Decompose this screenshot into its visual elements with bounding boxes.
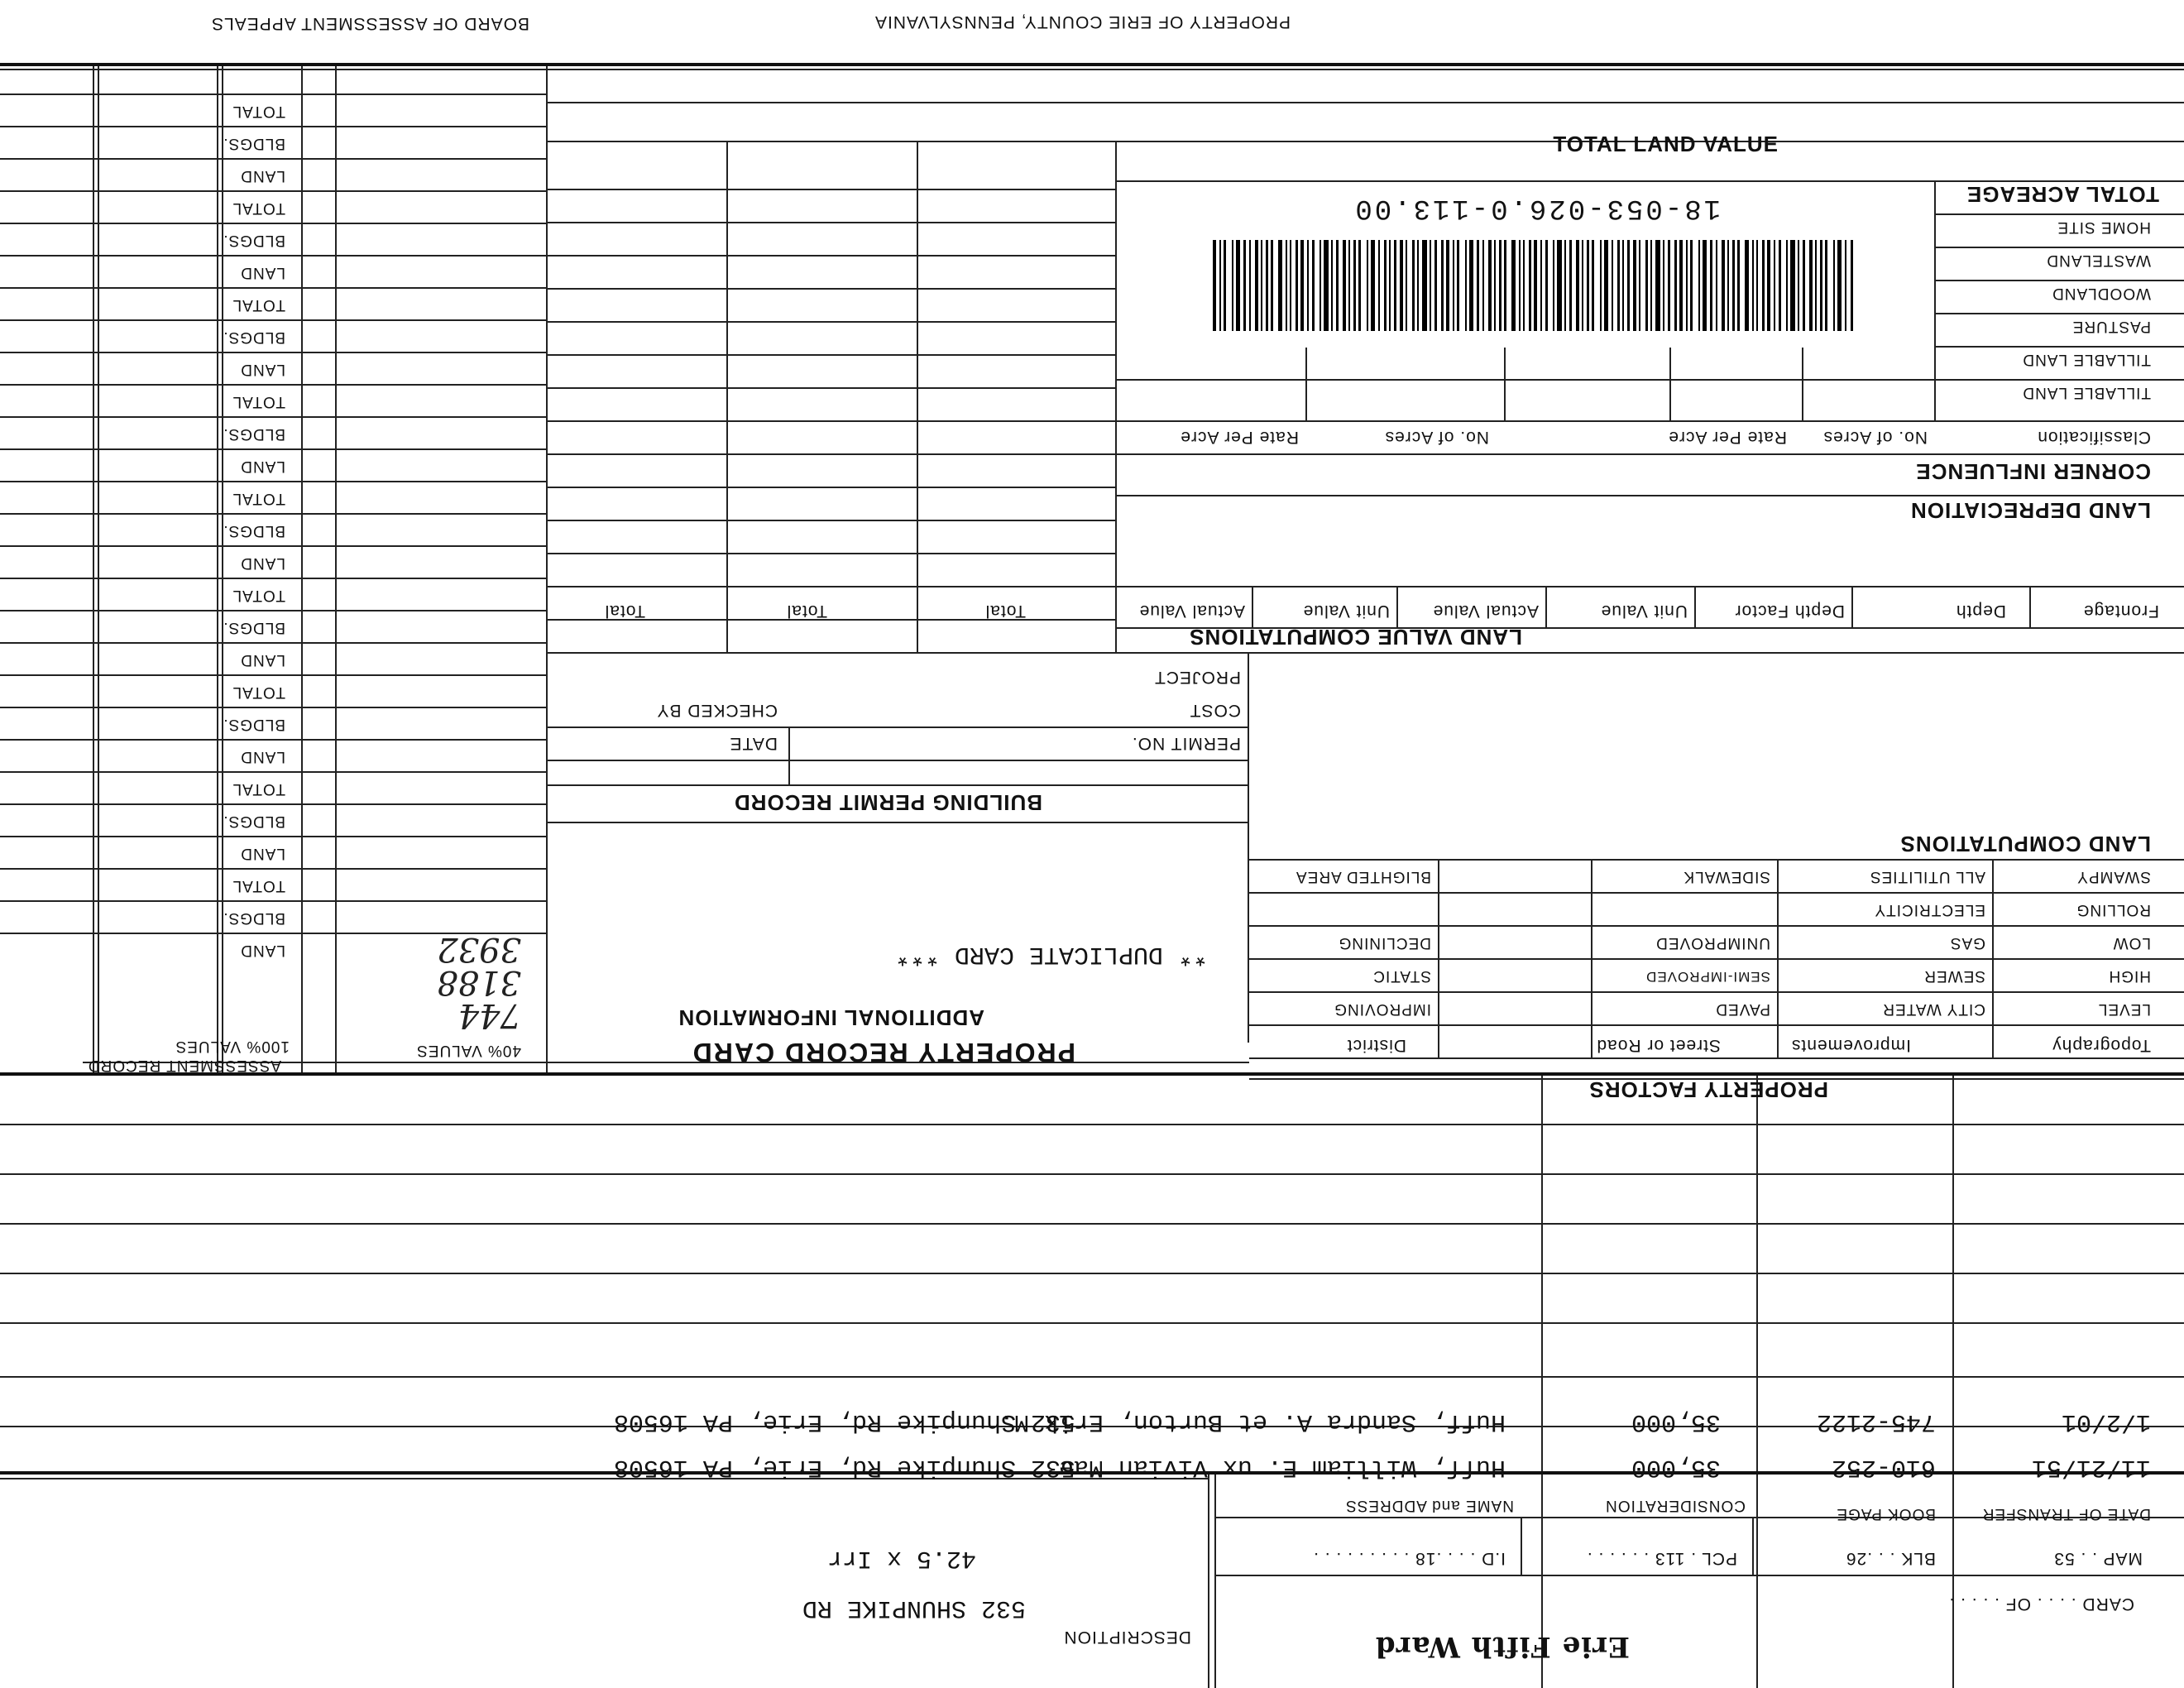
assessment-label-total: TOTAL [232, 490, 285, 507]
land-right-line-12 [548, 553, 1117, 554]
card-field: CARD . . . . OF . . . . . [1948, 1594, 2134, 1614]
lc-all-utilities: ALL UTILITIES [1869, 868, 1985, 885]
acreage-row-5 [1936, 346, 2184, 348]
land-col-1 [1115, 142, 1117, 654]
lc-declining: DECLINING [1338, 934, 1431, 952]
land-section-bottom [548, 652, 2184, 654]
assessment-row-line [0, 900, 548, 902]
pf-improvements: Improvements [1790, 1036, 1911, 1055]
transfer-line-2 [0, 1173, 2184, 1175]
transfer-book-header: BOOK PAGE [1836, 1505, 1936, 1523]
assessment-label-bldgs: BLDGS. [223, 522, 285, 539]
assessment-row-line [0, 545, 548, 547]
assessment-row-line [0, 481, 548, 482]
corner-influence-label: CORNER INFLUENCE [1915, 459, 2151, 484]
assessment-row-line [0, 319, 548, 321]
permit-line-2 [548, 760, 1249, 761]
permit-date: DATE [729, 734, 778, 753]
assessment-row-line [0, 287, 548, 289]
divider-100b [93, 66, 94, 1076]
acreage-row-6 [1117, 379, 2184, 381]
acreage-row-woodland: WOODLAND [2052, 285, 2151, 302]
assessment-label-bldgs: BLDGS. [223, 619, 285, 636]
assessment-row-line [0, 255, 548, 257]
comp-col-5 [1396, 587, 1398, 629]
barcode-number: 18-053-026.0-113.00 [1353, 192, 1721, 223]
assessment-row-line [0, 352, 548, 353]
assessment-row-line [0, 94, 548, 95]
acreage-row-1 [1936, 213, 2184, 215]
comp-frontage: Frontage [2082, 602, 2159, 621]
pf-street-road: Street or Road [1596, 1036, 1721, 1055]
lc-blighted-area: BLIGHTED AREA [1296, 868, 1431, 885]
permit-line-1 [548, 727, 1249, 728]
comp-col-3 [1694, 587, 1696, 629]
lc-sewer: SEWER [1923, 967, 1985, 985]
bottom-col-2 [1521, 1518, 1522, 1576]
assessment-row-line [0, 513, 548, 515]
transfer-1-address: 532 Shunpike Rd, Erie, PA 16508 [613, 1407, 1075, 1436]
comp-actual-value-2: Actual Value [1138, 602, 1245, 621]
assessment-row-line [0, 707, 548, 708]
lc-improving: IMPROVING [1334, 1000, 1431, 1018]
property-record-card-title: PROPERTY RECORD CARD [691, 1038, 1075, 1067]
land-right-line-8 [548, 420, 1117, 422]
transfer-name-header: NAME and ADDRESS [1345, 1497, 1514, 1514]
comp-actual-value-1: Actual Value [1432, 602, 1539, 621]
lc-row-4 [1249, 991, 2184, 993]
permit-mid-col [788, 728, 790, 786]
top-rule [0, 63, 2184, 66]
comp-col-2 [1851, 587, 1853, 629]
lc-col-2 [1777, 861, 1779, 1059]
assessment-label-land: LAND [240, 264, 285, 281]
assessment-label-land: LAND [240, 361, 285, 378]
duplicate-card: ** DUPLICATE CARD *** [894, 940, 1208, 968]
land-right-line-4 [548, 288, 1117, 290]
pf-district: District [1346, 1036, 1406, 1055]
assessment-label-land: LAND [240, 651, 285, 669]
transfer-line-4 [0, 1273, 2184, 1274]
additional-information-label: ADDITIONAL INFORMATION [678, 1005, 984, 1030]
lc-gas: GAS [1949, 934, 1985, 952]
pcl-field: PCL . 113 . . . . . . [1586, 1549, 1737, 1568]
land-right-line-2 [548, 222, 1117, 223]
permit-left-border [1248, 654, 1249, 1043]
acreage-row-pasture: PASTURE [2071, 318, 2151, 335]
assessment-label-bldgs: BLDGS. [223, 909, 285, 927]
transfer-line-3 [0, 1223, 2184, 1225]
assessment-label-land: LAND [240, 748, 285, 765]
transfer-2-date: 11/21/51 [2031, 1453, 2151, 1481]
lc-level: LEVEL [2097, 1000, 2151, 1018]
land-right-line-13 [548, 586, 1117, 587]
description-label: DESCRIPTION [1063, 1628, 1191, 1647]
assessment-row-line [0, 448, 548, 450]
lc-sidewalk: SIDEWALK [1683, 868, 1770, 885]
assessment-row-line [0, 739, 548, 741]
assessment-label-land: LAND [240, 554, 285, 572]
acreage-col-1 [1934, 182, 1936, 422]
acreage-row-tillable-1: TILLABLE LAND [2022, 351, 2151, 368]
permit-checked-by: CHECKED BY [656, 701, 778, 720]
board-label: BOARD OF ASSESSMENT APPEALS [211, 14, 529, 33]
land-col-2 [917, 142, 918, 654]
land-value-top [548, 102, 2184, 103]
comp-depth: Depth [1955, 602, 2006, 621]
transfer-2-name: Huff, William E. ux Vivian Mae [1058, 1453, 1506, 1481]
lc-high: HIGH [2108, 967, 2151, 985]
comp-total-2: Total [786, 602, 827, 621]
total-acreage-label: TOTAL ACREAGE [1966, 182, 2159, 207]
assessment-label-total: TOTAL [232, 393, 285, 410]
land-right-line-1 [548, 189, 1117, 190]
acreage-header-line [1117, 420, 2184, 422]
assessment-label-land: LAND [240, 167, 285, 185]
assessment-label-total: TOTAL [232, 877, 285, 894]
bottom-line [1216, 1575, 2184, 1576]
comp-unit-value-1: Unit Value [1600, 602, 1688, 621]
transfer-consideration-header: CONSIDERATION [1605, 1497, 1746, 1514]
lc-unimproved: UNIMPROVED [1655, 934, 1770, 952]
property-address: 532 SHUNPIKE RD [802, 1594, 1026, 1622]
comp-col-4 [1545, 587, 1547, 629]
land-col-3 [726, 142, 728, 654]
map-field: MAP . . 53 [2053, 1549, 2143, 1568]
hand-total-value: 3932 [437, 930, 521, 968]
land-value-line [548, 141, 2184, 142]
assessment-label-bldgs: BLDGS. [223, 328, 285, 346]
assessment-label-total: TOTAL [232, 296, 285, 314]
acreage-row-home-site: HOME SITE [2057, 218, 2151, 236]
assessment-row-line [0, 384, 548, 386]
land-right-line-7 [548, 387, 1117, 389]
acreage-row-4 [1936, 313, 2184, 314]
assessment-row-line [0, 803, 548, 805]
lc-row-6 [1249, 1057, 2184, 1059]
transfer-2-address: 532 Shunpike Rd, Erie, PA 16508 [613, 1453, 1075, 1481]
assessment-row-line [0, 836, 548, 837]
assessment-row-line [0, 126, 548, 127]
acreage-col-2 [1802, 348, 1803, 422]
lc-paved: PAVED [1715, 1000, 1770, 1018]
hand-land-value: 744 [457, 996, 521, 1034]
property-factors-label: PROPERTY FACTORS [1588, 1077, 1828, 1102]
land-right-line-6 [548, 354, 1117, 356]
permit-project: PROJECT [1153, 668, 1241, 687]
lc-row-3 [1249, 958, 2184, 960]
acres-label-1: No. of Acres [1822, 428, 1928, 447]
assessment-label-bldgs: BLDGS. [223, 232, 285, 249]
lc-col-1 [1992, 861, 1994, 1059]
transfer-col-2 [1756, 1076, 1758, 1688]
permit-line-4 [548, 822, 1249, 823]
description-border [1214, 1475, 1216, 1688]
transfer-date-header: DATE OF TRANSFER [1981, 1505, 2151, 1523]
lc-row-1 [1249, 892, 2184, 894]
comp-total-3: Total [604, 602, 645, 621]
lc-swampy: SWAMPY [2076, 868, 2151, 885]
transfer-line-6 [0, 1376, 2184, 1378]
lot-size: 42.5 x Irr [826, 1544, 976, 1572]
hand-bldgs-value: 3188 [437, 963, 521, 1001]
permit-line-3 [548, 784, 1249, 786]
land-right-line-5 [548, 321, 1117, 323]
assessment-label-bldgs: BLDGS. [223, 813, 285, 830]
transfer-line-1 [0, 1124, 2184, 1125]
transfer-2-consideration: 35,000 [1631, 1453, 1721, 1481]
assessment-label-total: TOTAL [232, 199, 285, 217]
assessment-row-line [0, 771, 548, 773]
top-rule-2 [0, 69, 2184, 70]
acreage-row-3 [1936, 280, 2184, 281]
transfer-1-book: 745-2122 [1816, 1407, 1936, 1436]
assessment-label-total: TOTAL [232, 780, 285, 798]
assessment-row-line [0, 578, 548, 579]
acreage-row-tillable-2: TILLABLE LAND [2022, 384, 2151, 401]
lc-city-water: CITY WATER [1882, 1000, 1985, 1018]
assessment-label-total: TOTAL [232, 103, 285, 120]
assessment-label-land: LAND [240, 942, 285, 959]
erie-fifth-ward: Erie Fifth Ward [1374, 1630, 1630, 1663]
building-permit-record-label: BUILDING PERMIT RECORD [734, 790, 1042, 815]
lc-row-2 [1249, 925, 2184, 927]
acreage-row-wasteland: WASTELAND [2046, 252, 2151, 269]
lc-col-3 [1591, 861, 1592, 1059]
comp-total-1: Total [984, 602, 1026, 621]
values-100-label: 100% VALUES [175, 1038, 290, 1055]
acres-label-2: No. of Acres [1384, 428, 1489, 447]
assessment-row-line [0, 190, 548, 192]
transfer-line-5 [0, 1322, 2184, 1324]
assessment-label-total: TOTAL [232, 587, 285, 604]
lc-row-0 [1249, 859, 2184, 861]
assessment-row-line [0, 416, 548, 418]
acreage-col-3 [1669, 348, 1671, 422]
id-field: I.D . . . .18 . . . . . . . . . [1313, 1549, 1506, 1568]
assessment-label-bldgs: BLDGS. [223, 425, 285, 443]
lc-static: STATIC [1372, 967, 1431, 985]
acreage-col-4 [1504, 348, 1506, 422]
transfer-2-book: 610-252 [1831, 1453, 1936, 1481]
assessment-label-land: LAND [240, 845, 285, 862]
lc-row-5 [1249, 1024, 2184, 1026]
values-40-label: 40% VALUES [416, 1042, 521, 1059]
mid-rule [0, 1072, 2184, 1076]
lc-low: LOW [2112, 934, 2151, 952]
lc-col-4 [1438, 861, 1439, 1059]
assessment-row-line [0, 610, 548, 611]
rate-label-1: Rate Per Acre [1668, 428, 1787, 447]
divider-100 [98, 66, 99, 1076]
transfer-1-consideration: 35,000 [1631, 1407, 1721, 1436]
land-computations-label: LAND COMPUTATIONS [1899, 832, 2151, 856]
divider-40 [335, 66, 337, 1076]
lc-rolling: ROLLING [2076, 901, 2151, 918]
depreciation-line [1117, 495, 2184, 496]
parcel-barcode [1208, 240, 1853, 331]
land-depreciation-label: LAND DEPRECIATION [1910, 498, 2151, 523]
assessment-label-total: TOTAL [232, 683, 285, 701]
divider-40b [301, 66, 303, 1076]
assessment-label-land: LAND [240, 458, 285, 475]
lc-electricity: ELECTRICITY [1874, 901, 1985, 918]
permit-cost: COST [1189, 701, 1241, 720]
land-right-line-3 [548, 255, 1117, 257]
acreage-col-5 [1305, 348, 1307, 422]
transfer-col-3 [1541, 1076, 1543, 1688]
blk-field: BLK . . .26 [1845, 1549, 1936, 1568]
acreage-row-2 [1936, 247, 2184, 248]
land-value-computations-label: LAND VALUE COMPUTATIONS [1189, 625, 1522, 650]
corner-line [1117, 453, 2184, 455]
land-right-line-9 [548, 453, 1117, 455]
land-right-line-10 [548, 487, 1117, 488]
land-right-line-11 [548, 520, 1117, 521]
assessment-record-label: ASSESSMENT RECORD [87, 1057, 281, 1074]
classification-label: Classification [2037, 428, 2151, 447]
assessment-label-bldgs: BLDGS. [223, 135, 285, 152]
assessment-row-line [0, 674, 548, 676]
assessment-row-line [0, 223, 548, 224]
assessment-row-line [0, 158, 548, 160]
assessment-row-line [0, 642, 548, 644]
comp-depth-factor: Depth Factor [1734, 602, 1845, 621]
bottom-col-1 [1752, 1518, 1754, 1576]
divider-assess [546, 66, 548, 1076]
comp-col-1 [2029, 587, 2031, 629]
comp-col-6 [1252, 587, 1253, 629]
property-of-label: PROPERTY OF ERIE COUNTY, PENNSYLVANIA [874, 12, 1291, 31]
pf-topography: Topography [2052, 1036, 2151, 1055]
divider-40d [217, 66, 218, 1076]
assessment-row-line [0, 868, 548, 870]
lc-semi-improved: SEMI-IMPROVED [1645, 969, 1770, 985]
transfer-1-date: 1/2/01 [2061, 1407, 2151, 1436]
comp-unit-value-2: Unit Value [1302, 602, 1390, 621]
transfer-1-name: Huff, Sandra A. et Burton, Erik M. [999, 1407, 1506, 1436]
description-border-2 [1208, 1475, 1209, 1688]
assessment-label-bldgs: BLDGS. [223, 716, 285, 733]
rate-label-2: Rate Per Acre [1180, 428, 1299, 447]
comp-top [1117, 586, 2184, 587]
permit-no: PERMIT NO. [1131, 734, 1241, 753]
total-land-value-label: TOTAL LAND VALUE [1553, 132, 1779, 156]
